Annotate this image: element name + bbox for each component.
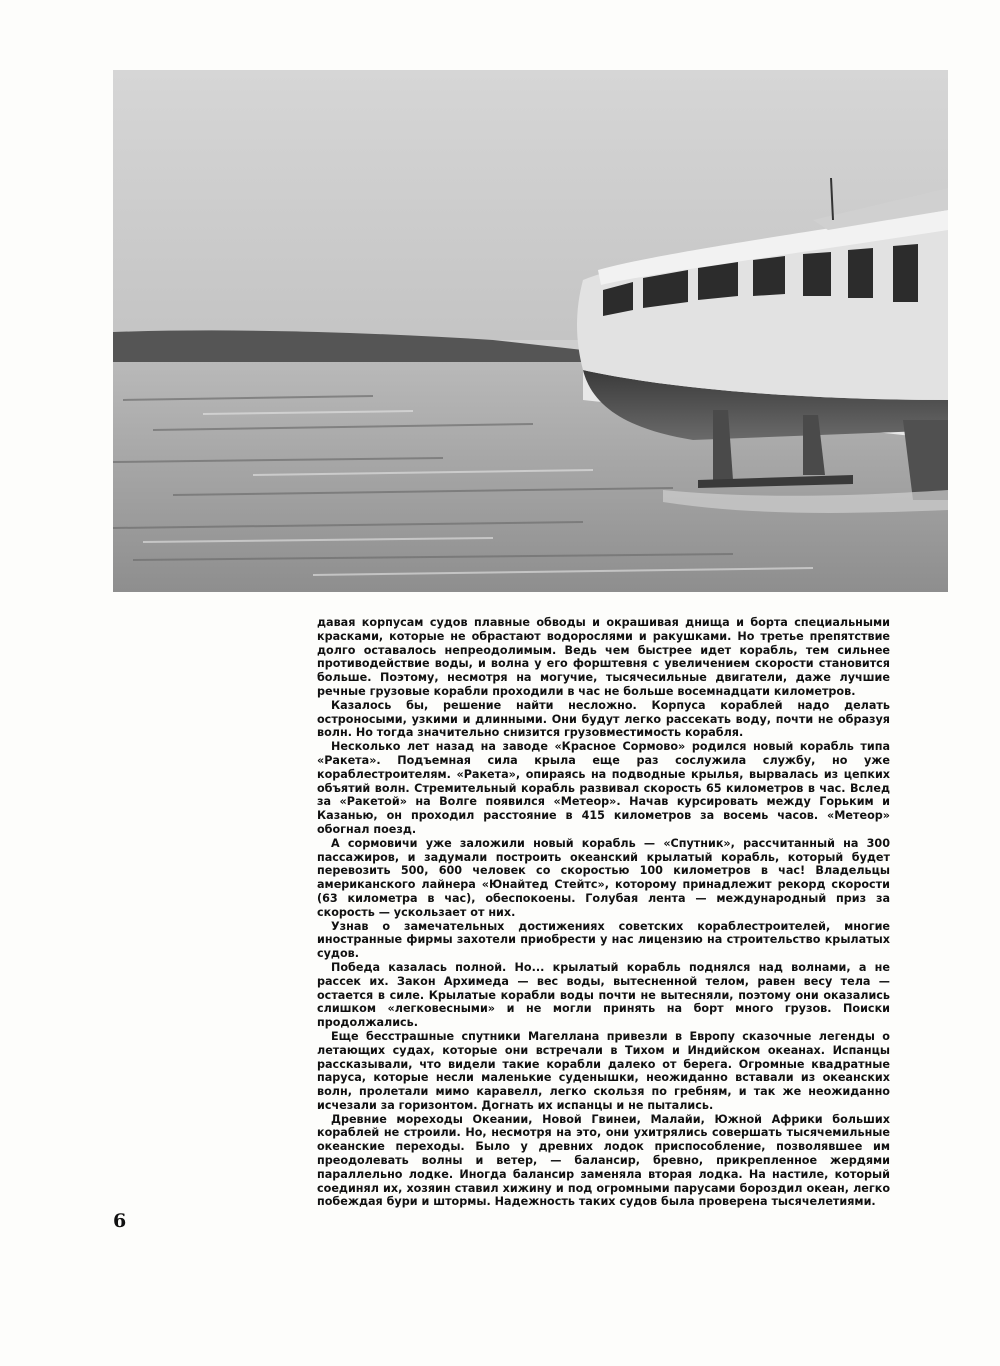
page-number: 6 [113, 1210, 127, 1232]
article-paragraph: Узнав о замечательных достижениях советских кораблестроителей, многие иностранные фирмы захотели приобрести у нас лицензию на строительство крылатых судов. [317, 919, 890, 961]
hydrofoil-illustration [113, 70, 948, 592]
article-paragraph: Казалось бы, решение найти несложно. Корпуса кораблей надо делать остроносыми, узкими и длинными. Они будут легко рассекать воду, почти не образуя волн. Но тогда значительно снизится грузовместимость корабля. [317, 698, 890, 740]
article-text [317, 616, 890, 1209]
article-paragraph: Древние мореходы Океании, Новой Гвинеи, Малайи, Южной Африки больших кораблей не строили. Но, несмотря на это, они ухитрялись совершать тысячемильные океанские переходы. Было у древних лодок приспособление, позволявшее им преодолевать волны и ветер, — балансир, бревно, прикрепленное жердями параллельно лодке. Иногда балансир заменяла вторая лодка. На настиле, который соединял их, хозяин ставил хижину и под огромными парусами бороздил океан, легко побеждая бури и штормы. Надежность таких судов была проверена тысячелетиями. [317, 1112, 890, 1209]
article-paragraph: Несколько лет назад на заводе «Красное Сормово» родился новый корабль типа «Ракета». Подъемная сила крыла еще раз сослужила службу, но уже кораблестроителям. «Ракета», опираясь на подводные крылья, вырвалась из цепких объятий волн. Стремительный корабль развивал скорость 65 километров в час. Вслед за «Ракетой» на Волге появился «Метеор». Начав курсировать между Горьким и Казанью, он проходил расстояние в 415 километров за восемь часов. «Метеор» обогнал поезд. [317, 740, 890, 836]
article-paragraph: Еще бесстрашные спутники Магеллана привезли в Европу сказочные легенды о летающих судах, которые они встречали в Тихом и Индийском океанах. Испанцы рассказывали, что видели такие корабли далеко от берега. Огромные квадратные паруса, которые несли маленькие суденышки, неожиданно вставали из океанских волн, пролетали мимо каравелл, легко скользя по гребням, и так же неожиданно исчезали за горизонтом. Догнать их испанцы и не пытались. [317, 1029, 890, 1112]
article-paragraph: А сормовичи уже заложили новый корабль — «Спутник», рассчитанный на 300 пассажиров, и задумали построить океанский крылатый корабль, который будет перевозить 500, 600 человек со скоростью 100 километров в час! Владельцы американского лайнера «Юнайтед Стейтс», которому принадлежит рекорд скорости (63 километра в час), обеспокоены. Голубая лента — международный приз за скорость — ускользает от них. [317, 836, 890, 919]
article-paragraph: давая корпусам судов плавные обводы и окрашивая днища и борта специальными красками, которые не обрастают водорослями и ракушками. Но третье препятствие долго оставалось непреодолимым. Ведь чем быстрее идет корабль, тем сильнее противодействие воды, и волна у его форштевня с увеличением скорости становится больше. Поэтому, несмотря на могучие, тысячесильные двигатели, даже лучшие речные грузовые корабли проходили в час не больше восемнадцати километров. [317, 616, 890, 698]
article-paragraph: Победа казалась полной. Но... крылатый корабль поднялся над волнами, а не рассек их. Закон Архимеда — вес воды, вытесненной телом, равен весу тела — остается в силе. Крылатые корабли воды почти не вытесняли, поэтому они оказались слишком «легковесными» и не могли принять на борт много грузов. Поиски продолжались. [317, 960, 890, 1030]
hydrofoil-photo [113, 70, 948, 592]
